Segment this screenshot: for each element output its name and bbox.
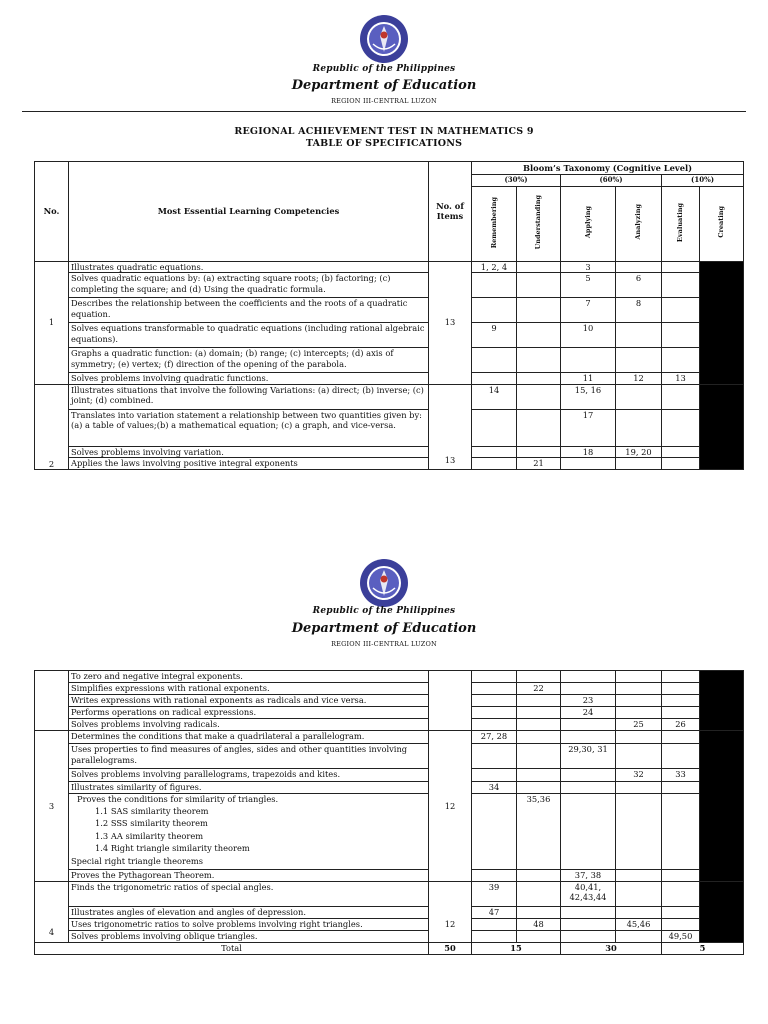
similarity-theorem-item: 1.4 Right triangle similarity theorem xyxy=(95,843,250,853)
table-row xyxy=(35,458,744,470)
table-row xyxy=(35,446,744,458)
cell-remembering xyxy=(472,930,517,942)
table-row xyxy=(35,906,744,918)
competency-text: Solves problems involving radicals. xyxy=(69,719,429,731)
cell-understanding xyxy=(517,870,561,882)
cell-evaluating xyxy=(662,458,700,470)
cell-analyzing: 12 xyxy=(616,373,662,385)
table-row xyxy=(35,273,744,298)
competency-text: Illustrates similarity of figures. xyxy=(69,782,429,794)
cell-evaluating xyxy=(662,446,700,458)
cell-understanding xyxy=(517,719,561,731)
cell-applying xyxy=(561,731,616,744)
competency-text: Solves problems involving oblique triangles. xyxy=(69,930,429,942)
cell-evaluating xyxy=(662,744,700,769)
cell-remembering: 27, 28 xyxy=(472,731,517,744)
cell-remembering: 1, 2, 4 xyxy=(472,261,517,273)
cell-analyzing xyxy=(616,384,662,409)
deped-seal-icon xyxy=(359,558,409,608)
table-row xyxy=(35,719,744,731)
cell-remembering xyxy=(472,348,517,373)
cell-understanding xyxy=(517,731,561,744)
table-row xyxy=(35,671,744,683)
total-applying-analyzing: 30 xyxy=(561,942,662,954)
competency-text: Finds the trigonometric ratios of special angles. xyxy=(69,881,429,906)
cell-evaluating: 49,50 xyxy=(662,930,700,942)
cell-analyzing xyxy=(616,261,662,273)
table-row xyxy=(35,373,744,385)
competency-text: Solves problems involving quadratic functions. xyxy=(69,373,429,385)
cell-applying xyxy=(561,906,616,918)
competency-text: Describes the relationship between the coefficients and the roots of a quadratic equation. xyxy=(69,298,429,323)
cell-analyzing: 8 xyxy=(616,298,662,323)
table-row xyxy=(35,683,744,695)
total-items: 50 xyxy=(429,942,472,954)
cell-applying: 11 xyxy=(561,373,616,385)
cell-analyzing xyxy=(616,707,662,719)
cell-understanding xyxy=(517,323,561,348)
creating-shaded-cell xyxy=(700,261,744,384)
competency-text: Simplifies expressions with rational exponents. xyxy=(69,683,429,695)
competency-text: To zero and negative integral exponents. xyxy=(69,671,429,683)
item-count: 12 xyxy=(429,881,472,942)
cell-evaluating xyxy=(662,298,700,323)
header-divider xyxy=(22,111,746,112)
cell-analyzing xyxy=(616,870,662,882)
department-header: Department of Education xyxy=(291,621,477,636)
competency-group-no xyxy=(35,671,69,731)
table-row xyxy=(35,384,744,409)
table-row xyxy=(35,348,744,373)
table-row xyxy=(35,731,744,744)
cell-remembering: 14 xyxy=(472,384,517,409)
cell-evaluating xyxy=(662,273,700,298)
cell-understanding xyxy=(517,671,561,683)
cell-evaluating: 33 xyxy=(662,769,700,782)
table-row xyxy=(35,409,744,446)
cell-understanding: 48 xyxy=(517,918,561,930)
cell-remembering: 9 xyxy=(472,323,517,348)
cell-evaluating xyxy=(662,906,700,918)
document-page-2 xyxy=(0,545,768,1024)
specifications-table-page-2 xyxy=(34,670,744,955)
cell-analyzing xyxy=(616,782,662,794)
competency-group-no: 1 xyxy=(35,261,69,384)
cell-understanding xyxy=(517,273,561,298)
competency-text: Proves the Pythagorean Theorem. xyxy=(69,870,429,882)
header-no: No. xyxy=(35,162,69,262)
cell-evaluating xyxy=(662,731,700,744)
total-remembering-understanding: 15 xyxy=(472,942,561,954)
cell-applying: 40,41, 42,43,44 xyxy=(561,881,616,906)
cell-applying: 5 xyxy=(561,273,616,298)
cell-evaluating xyxy=(662,881,700,906)
cell-evaluating xyxy=(662,409,700,446)
table-row xyxy=(35,707,744,719)
cell-understanding xyxy=(517,782,561,794)
cell-applying xyxy=(561,671,616,683)
cell-remembering: 34 xyxy=(472,782,517,794)
cell-analyzing: 45,46 xyxy=(616,918,662,930)
cell-evaluating xyxy=(662,794,700,870)
cell-applying: 15, 16 xyxy=(561,384,616,409)
deped-seal-icon xyxy=(359,14,409,64)
cell-understanding xyxy=(517,373,561,385)
cell-remembering: 39 xyxy=(472,881,517,906)
cell-analyzing: 6 xyxy=(616,273,662,298)
cell-remembering xyxy=(472,683,517,695)
cell-understanding xyxy=(517,348,561,373)
cell-applying xyxy=(561,794,616,870)
header-pct-60: (60%) xyxy=(561,175,662,187)
department-header: Department of Education xyxy=(291,78,477,93)
total-evaluating-creating: 5 xyxy=(662,942,744,954)
competency-group-no: 2 xyxy=(35,384,69,470)
table-row xyxy=(35,881,744,906)
competency-text: Uses properties to find measures of angles, sides and other quantities involving parallelograms. xyxy=(69,744,429,769)
table-row xyxy=(35,794,744,870)
cell-analyzing: 19, 20 xyxy=(616,446,662,458)
cell-understanding: 35,36 xyxy=(517,794,561,870)
similarity-theorem-item: 1.2 SSS similarity theorem xyxy=(95,818,208,828)
competency-text: Solves problems involving parallelograms, trapezoids and kites. xyxy=(69,769,429,782)
cell-applying xyxy=(561,719,616,731)
competency-text: Proves the conditions for similarity of triangles. xyxy=(77,794,279,804)
cell-applying: 24 xyxy=(561,707,616,719)
header-applying: Applying xyxy=(561,186,616,261)
cell-remembering xyxy=(472,719,517,731)
header-remembering: Remembering xyxy=(472,186,517,261)
cell-evaluating xyxy=(662,870,700,882)
cell-understanding xyxy=(517,695,561,707)
cell-remembering xyxy=(472,671,517,683)
competency-group-no: 3 xyxy=(35,731,69,882)
header-competencies: Most Essential Learning Competencies xyxy=(69,162,429,262)
cell-evaluating xyxy=(662,261,700,273)
cell-analyzing xyxy=(616,731,662,744)
cell-analyzing xyxy=(616,930,662,942)
cell-remembering xyxy=(472,298,517,323)
cell-applying xyxy=(561,458,616,470)
cell-understanding xyxy=(517,446,561,458)
cell-understanding xyxy=(517,384,561,409)
cell-evaluating: 13 xyxy=(662,373,700,385)
table-row xyxy=(35,870,744,882)
cell-evaluating xyxy=(662,323,700,348)
competency-text: Writes expressions with rational exponents as radicals and vice versa. xyxy=(69,695,429,707)
table-row xyxy=(35,744,744,769)
cell-analyzing: 32 xyxy=(616,769,662,782)
cell-applying xyxy=(561,930,616,942)
cell-applying: 23 xyxy=(561,695,616,707)
similarity-proof-cell xyxy=(69,794,429,870)
cell-analyzing xyxy=(616,744,662,769)
cell-remembering xyxy=(472,273,517,298)
competency-text: Performs operations on radical expressions. xyxy=(69,707,429,719)
cell-analyzing xyxy=(616,458,662,470)
table-row xyxy=(35,695,744,707)
table-row xyxy=(35,930,744,942)
cell-remembering xyxy=(472,707,517,719)
cell-analyzing xyxy=(616,881,662,906)
cell-understanding xyxy=(517,409,561,446)
document-title: REGIONAL ACHIEVEMENT TEST IN MATHEMATICS 9 xyxy=(234,126,534,137)
cell-understanding xyxy=(517,906,561,918)
document-subtitle: TABLE OF SPECIFICATIONS xyxy=(305,138,463,149)
cell-evaluating xyxy=(662,384,700,409)
cell-analyzing xyxy=(616,906,662,918)
cell-applying xyxy=(561,918,616,930)
creating-shaded-cell xyxy=(700,671,744,731)
cell-applying: 29,30, 31 xyxy=(561,744,616,769)
cell-evaluating xyxy=(662,348,700,373)
header-understanding: Understanding xyxy=(517,186,561,261)
competency-text: Illustrates angles of elevation and angles of depression. xyxy=(69,906,429,918)
competency-text: Solves problems involving variation. xyxy=(69,446,429,458)
cell-applying: 37, 38 xyxy=(561,870,616,882)
item-count: 12 xyxy=(429,731,472,882)
cell-evaluating xyxy=(662,671,700,683)
competency-text: Illustrates situations that involve the following Variations: (a) direct; (b) inverse; (c) joint; (d) combined. xyxy=(69,384,429,409)
cell-analyzing xyxy=(616,409,662,446)
cell-applying xyxy=(561,683,616,695)
cell-applying: 17 xyxy=(561,409,616,446)
header-pct-30: (30%) xyxy=(472,175,561,187)
cell-remembering xyxy=(472,794,517,870)
cell-evaluating xyxy=(662,918,700,930)
cell-analyzing xyxy=(616,683,662,695)
cell-applying xyxy=(561,769,616,782)
cell-remembering xyxy=(472,870,517,882)
table-row xyxy=(35,769,744,782)
cell-applying: 10 xyxy=(561,323,616,348)
cell-applying xyxy=(561,348,616,373)
table-row xyxy=(35,323,744,348)
republic-header: Republic of the Philippines xyxy=(312,64,456,74)
similarity-theorem-item: 1.3 AA similarity theorem xyxy=(95,830,204,841)
item-count: 13 xyxy=(429,261,472,384)
cell-analyzing xyxy=(616,323,662,348)
cell-understanding: 22 xyxy=(517,683,561,695)
total-row xyxy=(35,942,744,954)
header-evaluating: Evaluating xyxy=(662,186,700,261)
competency-text: Solves equations transformable to quadratic equations (including rational algebraic equations). xyxy=(69,323,429,348)
header-items: No. of Items xyxy=(429,162,472,262)
table-row xyxy=(35,918,744,930)
cell-remembering: 47 xyxy=(472,906,517,918)
cell-understanding xyxy=(517,769,561,782)
cell-applying: 18 xyxy=(561,446,616,458)
item-count xyxy=(429,671,472,731)
cell-remembering xyxy=(472,695,517,707)
cell-evaluating xyxy=(662,695,700,707)
cell-understanding xyxy=(517,930,561,942)
competency-group-no: 4 xyxy=(35,881,69,942)
header-pct-10: (10%) xyxy=(662,175,744,187)
region-header: REGION III-CENTRAL LUZON xyxy=(331,640,437,648)
table-row xyxy=(35,298,744,323)
cell-understanding xyxy=(517,881,561,906)
cell-evaluating xyxy=(662,707,700,719)
special-right-triangle-text: Special right triangle theorems xyxy=(71,855,204,866)
cell-understanding: 21 xyxy=(517,458,561,470)
similarity-theorem-item: 1.1 SAS similarity theorem xyxy=(95,805,209,816)
cell-analyzing xyxy=(616,671,662,683)
competency-text: Graphs a quadratic function: (a) domain; (b) range; (c) intercepts; (d) axis of symmetry; (e) vertex; (f) direction of the opening of the parabola. xyxy=(69,348,429,373)
cell-evaluating: 26 xyxy=(662,719,700,731)
cell-understanding xyxy=(517,298,561,323)
competency-text: Applies the laws involving positive integral exponents xyxy=(69,458,429,470)
cell-analyzing xyxy=(616,695,662,707)
cell-understanding xyxy=(517,707,561,719)
cell-applying: 3 xyxy=(561,261,616,273)
cell-analyzing xyxy=(616,348,662,373)
cell-remembering xyxy=(472,458,517,470)
competency-text: Determines the conditions that make a quadrilateral a parallelogram. xyxy=(69,731,429,744)
creating-shaded-cell xyxy=(700,881,744,942)
cell-remembering xyxy=(472,769,517,782)
cell-evaluating xyxy=(662,683,700,695)
cell-remembering xyxy=(472,918,517,930)
cell-remembering xyxy=(472,446,517,458)
cell-applying: 7 xyxy=(561,298,616,323)
specifications-table-page-1 xyxy=(34,161,744,470)
competency-text: Illustrates quadratic equations. xyxy=(69,261,429,273)
competency-text: Uses trigonometric ratios to solve problems involving right triangles. xyxy=(69,918,429,930)
document-page-1 xyxy=(0,0,768,500)
cell-remembering xyxy=(472,373,517,385)
cell-analyzing: 25 xyxy=(616,719,662,731)
table-row xyxy=(35,261,744,273)
competency-text: Solves quadratic equations by: (a) extracting square roots; (b) factoring; (c) completing the square; and (d) Using the quadratic formula. xyxy=(69,273,429,298)
header-creating: Creating xyxy=(700,186,744,261)
item-count: 13 xyxy=(429,384,472,470)
cell-understanding xyxy=(517,261,561,273)
competency-text: Translates into variation statement a relationship between two quantities given by: (a) a table of values;(b) a mathematical equation; (c) a graph, and vice-versa. xyxy=(69,409,429,446)
cell-remembering xyxy=(472,409,517,446)
cell-remembering xyxy=(472,744,517,769)
republic-header: Republic of the Philippines xyxy=(312,606,456,616)
cell-analyzing xyxy=(616,794,662,870)
region-header: REGION III-CENTRAL LUZON xyxy=(331,97,437,105)
header-bloom: Bloom’s Taxonomy (Cognitive Level) xyxy=(472,162,744,175)
table-row xyxy=(35,782,744,794)
total-label: Total xyxy=(35,942,429,954)
cell-applying xyxy=(561,782,616,794)
creating-shaded-cell xyxy=(700,731,744,882)
creating-shaded-cell xyxy=(700,384,744,470)
header-analyzing: Analyzing xyxy=(616,186,662,261)
cell-evaluating xyxy=(662,782,700,794)
cell-understanding xyxy=(517,744,561,769)
